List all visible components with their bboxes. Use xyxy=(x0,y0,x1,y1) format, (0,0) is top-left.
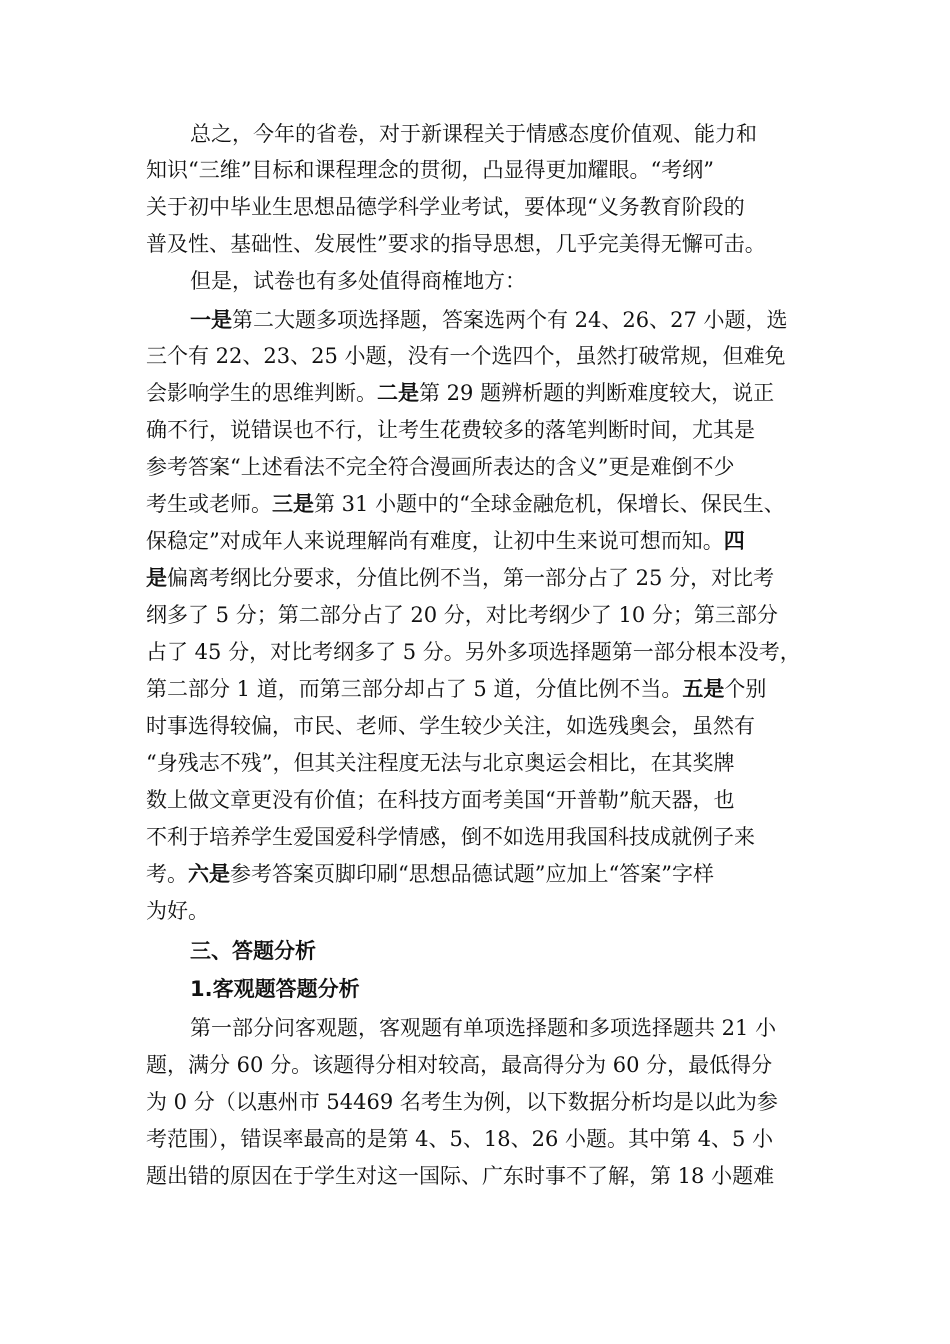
paragraph-4-line-3: 为 0 分（以惠州市 54469 名考生为例，以下数据分析均是以此为参 xyxy=(146,1090,778,1114)
paragraph-3-line-4: 确不行，说错误也不行，让考生花费较多的落笔判断时间，尤其是 xyxy=(146,418,755,442)
paragraph-3-line-10: 占了 45 分，对比考纲多了 5 分。另外多项选择题第一部分根本没考， xyxy=(146,640,801,664)
paragraph-3-line-15: 不利于培养学生爱国爱科学情感，倒不如选用我国科技成就例子来 xyxy=(146,825,755,849)
paragraph-3-line-14: 数上做文章更没有价值；在科技方面考美国“开普勒”航天器，也 xyxy=(146,788,735,812)
paragraph-3-line-8 xyxy=(146,561,774,595)
point-five-text: 个别 xyxy=(724,677,767,701)
paragraph-3-line-9: 纲多了 5 分；第二部分占了 20 分，对比考纲少了 10 分；第三部分 xyxy=(146,603,778,627)
paragraph-3-line-13: “身残志不残”，但其关注程度无法与北京奥运会相比，在其奖牌 xyxy=(146,751,735,775)
text-span: 保稳定”对成年人来说理解尚有难度，让初中生来说可想而知。 xyxy=(146,529,724,553)
paragraph-3-line-3 xyxy=(146,376,774,410)
point-two-text: 第 29 题辨析题的判断难度较大，说正 xyxy=(419,381,775,405)
paragraph-4-line-4: 考范围），错误率最高的是第 4、5、18、26 小题。其中第 4、5 小 xyxy=(146,1127,774,1151)
paragraph-3-line-12: 时事选得较偏，市民、老师、学生较少关注，如选残奥会，虽然有 xyxy=(146,714,755,738)
section-heading: 三、答题分析 xyxy=(190,939,316,963)
point-four-label-part-2: 是 xyxy=(146,565,167,590)
paragraph-4-line-2: 题，满分 60 分。该题得分相对较高，最高得分为 60 分，最低得分 xyxy=(146,1053,773,1077)
point-one-text: 第二大题多项选择题，答案选两个有 24、26、27 小题，选 xyxy=(232,308,788,332)
paragraph-3-line-1 xyxy=(190,303,788,337)
paragraph-3-line-7 xyxy=(146,524,745,558)
paragraph-4-line-1: 第一部分问客观题，客观题有单项选择题和多项选择题共 21 小 xyxy=(190,1016,777,1040)
point-six-label: 六是 xyxy=(188,861,230,886)
paragraph-3-line-17: 为好。 xyxy=(146,899,209,923)
point-four-text: 偏离考纲比分要求，分值比例不当，第一部分占了 25 分，对比考 xyxy=(167,566,775,590)
paragraph-3-line-5: 参考答案“上述看法不完全符合漫画所表达的含义”更是难倒不少 xyxy=(146,455,735,479)
paragraph-3-line-16 xyxy=(146,857,714,891)
paragraph-4-line-5: 题出错的原因在于学生对这一国际、广东时事不了解，第 18 小题难 xyxy=(146,1164,775,1188)
paragraph-1-line-1: 总之，今年的省卷，对于新课程关于情感态度价值观、能力和 xyxy=(190,122,757,146)
point-three-text: 第 31 小题中的“全球金融危机，保增长、保民生、 xyxy=(314,492,785,516)
paragraph-3-line-11 xyxy=(146,672,766,706)
point-one-label: 一是 xyxy=(190,307,232,332)
point-two-label: 二是 xyxy=(377,380,419,405)
point-five-label: 五是 xyxy=(682,676,725,701)
sub-heading: 1.客观题答题分析 xyxy=(190,977,360,1001)
point-four-label-part-1: 四 xyxy=(723,528,745,553)
text-span: 会影响学生的思维判断。 xyxy=(146,381,377,405)
paragraph-1-line-4: 普及性、基础性、发展性”要求的指导思想，几乎完美得无懈可击。 xyxy=(146,232,766,256)
text-span: 考生或老师。 xyxy=(146,492,272,516)
paragraph-3-line-2: 三个有 22、23、25 小题，没有一个选四个，虽然打破常规，但难免 xyxy=(146,344,786,368)
paragraph-3-line-6 xyxy=(146,487,785,521)
paragraph-1-line-2: 知识“三维”目标和课程理念的贯彻，凸显得更加耀眼。“考纲” xyxy=(146,158,714,182)
point-three-label: 三是 xyxy=(272,491,314,516)
paragraph-1-line-3: 关于初中毕业生思想品德学科学业考试，要体现“义务教育阶段的 xyxy=(146,195,745,219)
text-span: 考。 xyxy=(146,862,188,886)
text-span: 第二部分 1 道，而第三部分却占了 5 道，分值比例不当。 xyxy=(146,677,683,701)
paragraph-2-line-1: 但是，试卷也有多处值得商榷地方： xyxy=(190,269,526,293)
point-six-text: 参考答案页脚印刷“思想品德试题”应加上“答案”字样 xyxy=(230,862,714,886)
